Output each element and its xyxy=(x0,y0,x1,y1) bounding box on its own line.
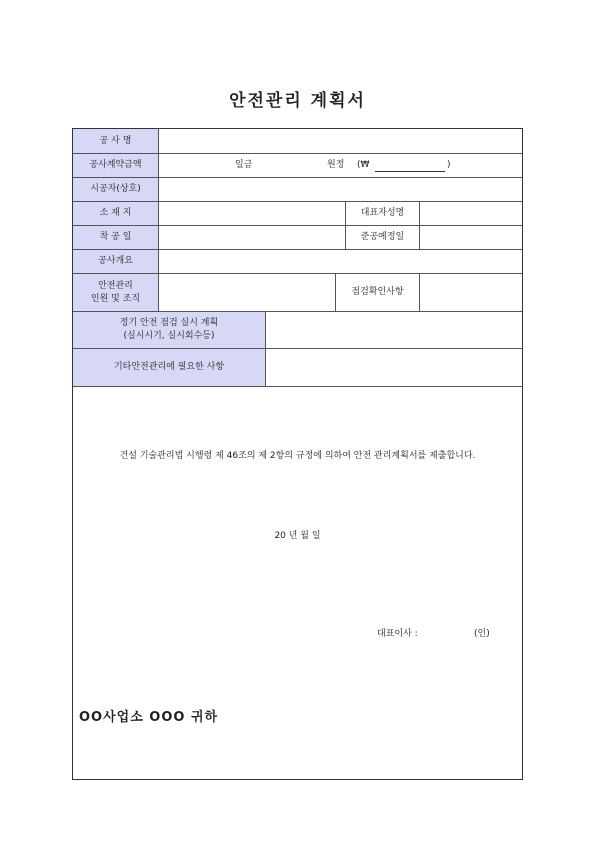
label-contractor: 시공자(상호) xyxy=(73,178,159,201)
label-contract-amount: 공사계약금액 xyxy=(73,154,159,177)
label-other-matters: 기타안전관리에 필요한 사항 xyxy=(73,349,266,386)
safety-plan-form xyxy=(72,128,523,780)
amount-underline xyxy=(375,171,445,172)
field-regular-inspection[interactable] xyxy=(266,312,522,348)
field-other-matters[interactable] xyxy=(266,349,522,386)
row-dates xyxy=(73,226,522,250)
declaration-text: 건설 기술관리법 시행령 제 46조의 제 2항의 규정에 의하여 안전 관리계획서를 제출합니다. xyxy=(119,451,476,461)
field-representative-name[interactable] xyxy=(419,202,522,225)
field-inspection-items[interactable] xyxy=(419,274,522,311)
field-overview[interactable] xyxy=(159,250,522,273)
label-completion-date: 준공예정일 xyxy=(345,226,419,249)
label-representative-name: 대표자성명 xyxy=(345,202,419,225)
row-contractor xyxy=(73,178,522,202)
label-regular-inspection: 정기 안전 점검 실시 계획 (실시시기, 실시회수등) xyxy=(73,312,266,348)
row-project-name xyxy=(73,129,522,154)
amount-won-label: 원정 xyxy=(327,160,345,170)
addressee: OO사업소 OOO 귀하 xyxy=(79,710,219,725)
field-completion-date[interactable] xyxy=(419,226,522,249)
row-regular-inspection xyxy=(73,312,522,349)
date-line: 20 년 월 일 xyxy=(274,531,321,541)
label-safety-staff: 안전관리 인원 및 조직 xyxy=(73,274,159,311)
row-location xyxy=(73,202,522,226)
field-start-date[interactable] xyxy=(159,226,345,249)
representative-label: 대표이사 : xyxy=(377,629,418,639)
field-contract-amount[interactable] xyxy=(159,154,522,177)
row-other-matters xyxy=(73,349,522,387)
row-safety-staff xyxy=(73,274,522,312)
amount-paren-open: (₩ xyxy=(357,160,370,170)
seal-mark: (인) xyxy=(474,629,490,639)
field-safety-staff[interactable] xyxy=(159,274,335,311)
field-contractor[interactable] xyxy=(159,178,522,201)
label-inspection-items: 점검확인사항 xyxy=(335,274,419,311)
row-contract-amount xyxy=(73,154,522,178)
amount-text-label: 일금 xyxy=(235,160,253,170)
page-title: 안전관리 계획서 xyxy=(229,91,366,111)
label-start-date: 착 공 일 xyxy=(73,226,159,249)
field-project-name[interactable] xyxy=(159,129,522,153)
label-location: 소 재 지 xyxy=(73,202,159,225)
label-overview: 공사개요 xyxy=(73,250,159,273)
field-location[interactable] xyxy=(159,202,345,225)
row-overview xyxy=(73,250,522,274)
amount-paren-close: ) xyxy=(447,160,451,170)
label-project-name: 공 사 명 xyxy=(73,129,159,153)
